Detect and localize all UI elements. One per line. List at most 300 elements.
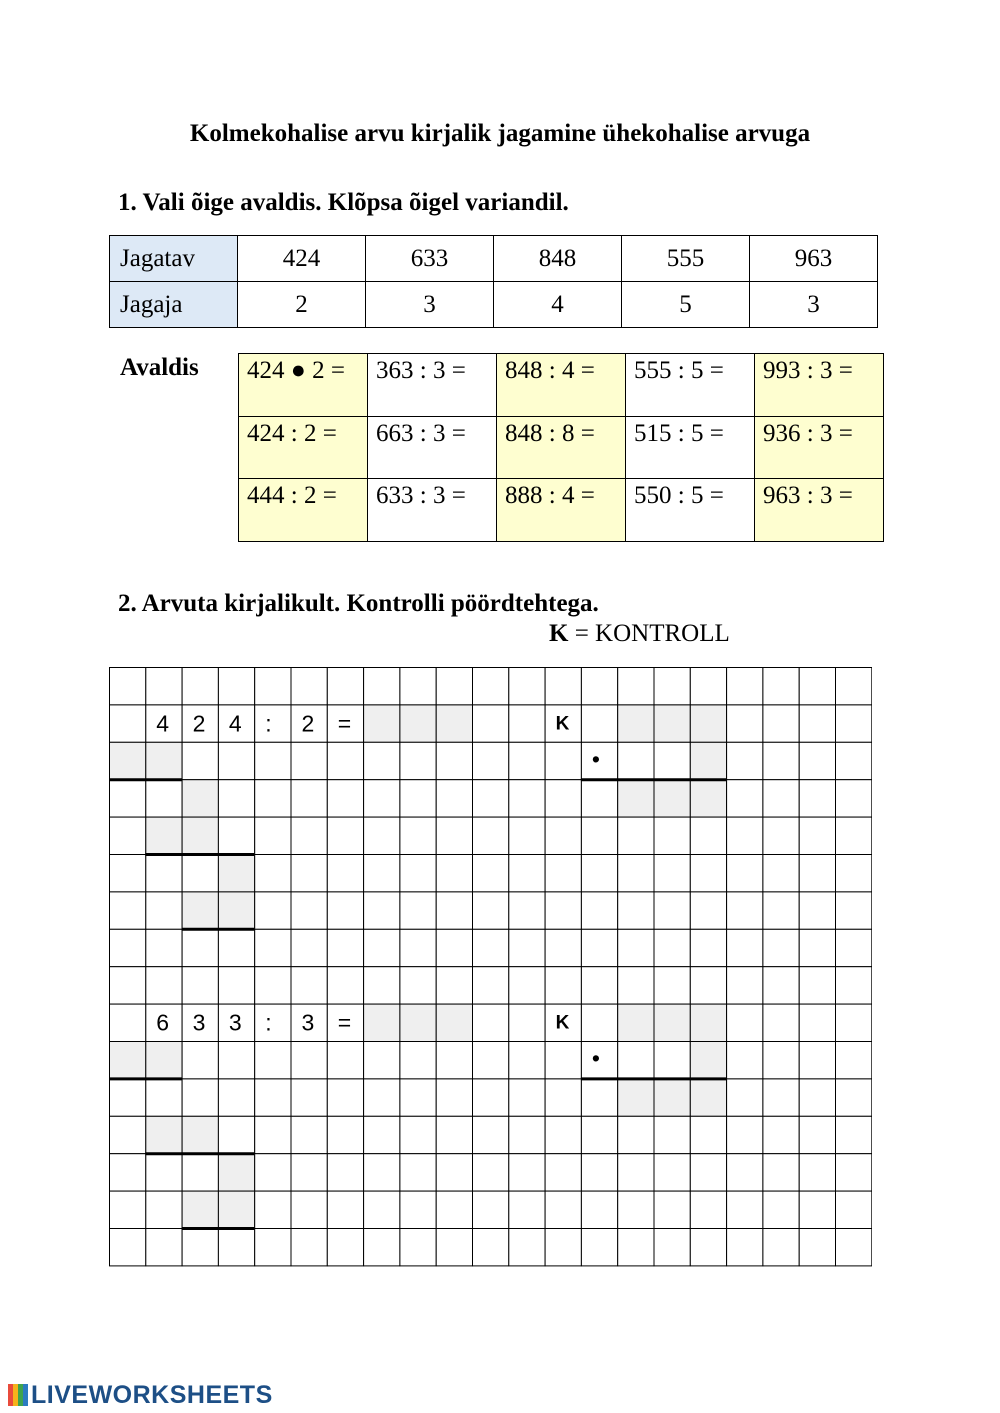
grid-cell (255, 1004, 291, 1041)
grid-cell (146, 929, 182, 966)
answer-input-cell[interactable] (654, 780, 690, 817)
grid-cell (400, 1079, 436, 1116)
answer-input-cell[interactable] (690, 1079, 726, 1116)
grid-cell (581, 1191, 617, 1228)
grid-cell (618, 1229, 654, 1266)
grid-cell (509, 1154, 545, 1191)
grid-cell (146, 1191, 182, 1228)
grid-cell (763, 1229, 799, 1266)
grid-cell (690, 1154, 726, 1191)
grid-cell (218, 817, 254, 854)
expression-option[interactable]: 633 : 3 = (368, 479, 497, 542)
answer-input-cell[interactable] (218, 855, 254, 892)
divisor-cell: 3 (366, 282, 494, 328)
grid-cell (618, 1191, 654, 1228)
grid-cell (799, 817, 835, 854)
grid-cell (799, 892, 835, 929)
grid-cell (799, 1042, 835, 1079)
answer-input-cell[interactable] (146, 1042, 182, 1079)
grid-cell (110, 1079, 146, 1116)
grid-cell (182, 929, 218, 966)
grid-cell (291, 742, 327, 779)
grid-cell (218, 1042, 254, 1079)
grid-cell (581, 1154, 617, 1191)
grid-cell (763, 1116, 799, 1153)
expression-option[interactable]: 993 : 3 = (755, 354, 884, 417)
grid-cell (836, 855, 872, 892)
grid-cell (327, 855, 363, 892)
expression-option[interactable]: 363 : 3 = (368, 354, 497, 417)
grid-cell (581, 817, 617, 854)
grid-cell (364, 742, 400, 779)
grid-cell (509, 929, 545, 966)
grid-cell (218, 1116, 254, 1153)
answer-input-cell[interactable] (182, 1116, 218, 1153)
dividend-cell: 555 (622, 236, 750, 282)
calculation-grid (109, 667, 872, 1267)
grid-cell (581, 668, 617, 705)
grid-cell (364, 892, 400, 929)
grid-cell (509, 1004, 545, 1041)
grid-cell (182, 1229, 218, 1266)
grid-cell (291, 855, 327, 892)
grid-cell (581, 967, 617, 1004)
grid-cell (763, 1004, 799, 1041)
grid-cell (400, 1042, 436, 1079)
answer-input-cell[interactable] (364, 1004, 400, 1041)
dividend-cell: 963 (750, 236, 878, 282)
grid-cell (436, 1079, 472, 1116)
grid-cell (436, 929, 472, 966)
grid-cell (400, 742, 436, 779)
grid-cell (509, 817, 545, 854)
dividend-cell: 633 (366, 236, 494, 282)
grid-cell (473, 742, 509, 779)
grid-cell (836, 668, 872, 705)
grid-cell (618, 929, 654, 966)
grid-cell (364, 1229, 400, 1266)
grid-cell (836, 1116, 872, 1153)
grid-cell (581, 1229, 617, 1266)
grid-cell (799, 855, 835, 892)
grid-cell (291, 668, 327, 705)
grid-cell (400, 967, 436, 1004)
grid-cell (799, 967, 835, 1004)
grid-cell (364, 1116, 400, 1153)
problem-symbol: 6 (156, 1009, 170, 1036)
problem-symbol: = (337, 1009, 352, 1036)
answer-input-cell[interactable] (690, 705, 726, 742)
grid-cell (727, 742, 763, 779)
grid-cell (218, 742, 254, 779)
grid-cell (110, 1191, 146, 1228)
grid-cell (110, 1004, 146, 1041)
grid-cell (799, 705, 835, 742)
grid-cell (291, 1042, 327, 1079)
grid-cell (618, 668, 654, 705)
answer-input-cell[interactable] (654, 1004, 690, 1041)
grid-cell (763, 742, 799, 779)
grid-cell (799, 1191, 835, 1228)
grid-cell (218, 929, 254, 966)
grid-cell (836, 929, 872, 966)
grid-cell (509, 967, 545, 1004)
kontroll-note-letter: K (549, 620, 569, 647)
grid-cell (545, 967, 581, 1004)
grid-cell (545, 1079, 581, 1116)
answer-input-cell[interactable] (400, 1004, 436, 1041)
answer-input-cell[interactable] (690, 1004, 726, 1041)
grid-cell (763, 817, 799, 854)
grid-cell (836, 1191, 872, 1228)
expression-options-grid (238, 353, 884, 542)
grid-cell (436, 817, 472, 854)
grid-cell (400, 1191, 436, 1228)
grid-cell (218, 780, 254, 817)
divisor-cell: 2 (238, 282, 366, 328)
grid-cell (146, 892, 182, 929)
problem-symbol: 4 (228, 710, 242, 737)
grid-cell (110, 817, 146, 854)
answer-input-cell[interactable] (146, 742, 182, 779)
answer-input-cell[interactable] (654, 1079, 690, 1116)
grid-cell (836, 1004, 872, 1041)
grid-cell (799, 1004, 835, 1041)
grid-cell (690, 892, 726, 929)
grid-cell (727, 1191, 763, 1228)
row-label-jagatav: Jagatav (110, 236, 238, 282)
grid-cell (509, 892, 545, 929)
grid-cell (727, 705, 763, 742)
grid-cell (836, 780, 872, 817)
grid-cell (727, 855, 763, 892)
grid-cell (727, 892, 763, 929)
expression-option[interactable]: 550 : 5 = (626, 479, 755, 542)
kontroll-note-text: = KONTROLL (568, 620, 730, 647)
grid-cell (182, 1079, 218, 1116)
answer-input-cell[interactable] (146, 1116, 182, 1153)
answer-input-cell[interactable] (618, 1079, 654, 1116)
table-row-jagaja (110, 282, 878, 328)
grid-cell (581, 1079, 617, 1116)
grid-cell (327, 1079, 363, 1116)
multiply-dot: • (591, 745, 600, 772)
grid-cell (654, 817, 690, 854)
grid-cell (255, 705, 291, 742)
grid-cell (545, 742, 581, 779)
grid-cell (836, 1154, 872, 1191)
grid-cell (255, 892, 291, 929)
grid-cell (110, 892, 146, 929)
grid-cell (654, 855, 690, 892)
expression-option[interactable]: 848 : 4 = (497, 354, 626, 417)
grid-cell (727, 817, 763, 854)
grid-cell (364, 780, 400, 817)
expression-option[interactable]: 888 : 4 = (497, 479, 626, 542)
grid-cell (473, 1079, 509, 1116)
grid-cell (182, 668, 218, 705)
grid-cell (727, 1116, 763, 1153)
multiply-dot: • (591, 1045, 600, 1071)
grid-cell (327, 1042, 363, 1079)
grid-cell (400, 668, 436, 705)
grid-cell (255, 1229, 291, 1266)
answer-input-cell[interactable] (618, 705, 654, 742)
answer-input-cell[interactable] (690, 1042, 726, 1079)
grid-cell (545, 1154, 581, 1191)
grid-cell (364, 967, 400, 1004)
grid-cell (146, 1229, 182, 1266)
grid-cell (255, 1042, 291, 1079)
grid-cell (400, 1116, 436, 1153)
grid-cell (436, 742, 472, 779)
grid-cell (327, 668, 363, 705)
grid-cell (255, 929, 291, 966)
problem-symbol: : (265, 710, 272, 737)
grid-cell (727, 1004, 763, 1041)
grid-cell (400, 1154, 436, 1191)
dividend-cell: 424 (238, 236, 366, 282)
grid-cell (763, 929, 799, 966)
table-row-jagatav (110, 236, 878, 282)
grid-cell (618, 892, 654, 929)
grid-cell (727, 1042, 763, 1079)
grid-cell (473, 817, 509, 854)
grid-cell (291, 817, 327, 854)
grid-cell (654, 929, 690, 966)
grid-cell (291, 929, 327, 966)
grid-cell (182, 1154, 218, 1191)
grid-cell (763, 967, 799, 1004)
answer-input-cell[interactable] (146, 817, 182, 854)
grid-cell (509, 1116, 545, 1153)
expression-option[interactable]: 424 ● 2 = (239, 354, 368, 417)
grid-cell (473, 1154, 509, 1191)
answer-input-cell[interactable] (436, 1004, 472, 1041)
grid-cell (110, 855, 146, 892)
grid-cell (182, 967, 218, 1004)
expression-option[interactable]: 444 : 2 = (239, 479, 368, 542)
grid-cell (255, 1191, 291, 1228)
grid-cell (581, 892, 617, 929)
expression-option[interactable]: 963 : 3 = (755, 479, 884, 542)
grid-cell (727, 967, 763, 1004)
grid-cell (509, 1229, 545, 1266)
divisor-cell: 5 (622, 282, 750, 328)
grid-cell (763, 855, 799, 892)
grid-cell (654, 742, 690, 779)
divisor-cell: 4 (494, 282, 622, 328)
grid-cell (799, 929, 835, 966)
grid-cell (618, 817, 654, 854)
grid-cell (327, 929, 363, 966)
grid-cell (146, 1154, 182, 1191)
grid-cell (581, 855, 617, 892)
grid-cell (436, 668, 472, 705)
grid-cell (218, 967, 254, 1004)
answer-input-cell[interactable] (218, 1154, 254, 1191)
grid-cell (146, 967, 182, 1004)
answer-input-cell[interactable] (218, 1191, 254, 1228)
grid-cell (110, 705, 146, 742)
grid-cell (690, 817, 726, 854)
grid-cell (473, 705, 509, 742)
grid-cell (799, 1229, 835, 1266)
answer-input-cell[interactable] (400, 705, 436, 742)
grid-cell (727, 1154, 763, 1191)
grid-cell (545, 780, 581, 817)
grid-cell (400, 817, 436, 854)
grid-cell (291, 1116, 327, 1153)
section2-title: 2. Arvuta kirjalikult. Kontrolli pöördtehtega. (118, 590, 599, 617)
grid-cell (799, 780, 835, 817)
grid-cell (799, 1154, 835, 1191)
grid-cell (364, 1191, 400, 1228)
grid-cell (146, 1079, 182, 1116)
grid-cell (291, 967, 327, 1004)
grid-cell (690, 967, 726, 1004)
answer-input-cell[interactable] (218, 892, 254, 929)
answer-input-cell[interactable] (182, 1191, 218, 1228)
grid-cell (763, 705, 799, 742)
grid-cell (581, 929, 617, 966)
grid-cell (473, 1191, 509, 1228)
grid-cell (545, 817, 581, 854)
expression-option[interactable]: 936 : 3 = (755, 417, 884, 480)
grid-cell (473, 929, 509, 966)
avaldis-label: Avaldis (120, 354, 199, 381)
grid-cell (110, 1154, 146, 1191)
grid-cell (436, 855, 472, 892)
problem-symbol: 3 (228, 1009, 242, 1036)
expression-option[interactable]: 555 : 5 = (626, 354, 755, 417)
grid-cell (836, 1229, 872, 1266)
grid-cell (110, 929, 146, 966)
answer-input-cell[interactable] (618, 1004, 654, 1041)
grid-cell (291, 892, 327, 929)
grid-cell (291, 1154, 327, 1191)
grid-cell (545, 1229, 581, 1266)
grid-cell (836, 892, 872, 929)
grid-cell (400, 929, 436, 966)
dividend-cell: 848 (494, 236, 622, 282)
answer-input-cell[interactable] (364, 705, 400, 742)
grid-cell (364, 1042, 400, 1079)
grid-cell (654, 967, 690, 1004)
grid-cell (654, 892, 690, 929)
grid-cell (545, 855, 581, 892)
grid-cell (509, 1042, 545, 1079)
grid-cell (400, 855, 436, 892)
section1-title: 1. Vali õige avaldis. Klõpsa õigel variandil. (118, 189, 569, 216)
grid-cell (473, 780, 509, 817)
grid-cell (473, 668, 509, 705)
grid-cell (473, 892, 509, 929)
grid-cell (799, 668, 835, 705)
expression-option[interactable]: 424 : 2 = (239, 417, 368, 480)
grid-cell (146, 668, 182, 705)
grid-cell (509, 780, 545, 817)
grid-cell (545, 1042, 581, 1079)
answer-input-cell[interactable] (110, 1042, 146, 1079)
grid-cell (327, 780, 363, 817)
answer-input-cell[interactable] (182, 817, 218, 854)
grid-cell (327, 1229, 363, 1266)
grid-cell (690, 668, 726, 705)
grid-cell (836, 1079, 872, 1116)
grid-cell (618, 742, 654, 779)
grid-cell (618, 855, 654, 892)
grid-cell (727, 1079, 763, 1116)
grid-cell (618, 1116, 654, 1153)
grid-cell (799, 742, 835, 779)
grid-cell (436, 1191, 472, 1228)
grid-cell (436, 780, 472, 817)
grid-cell (581, 780, 617, 817)
grid-cell (763, 1079, 799, 1116)
grid-cell (364, 817, 400, 854)
grid-cell (763, 892, 799, 929)
problem-symbol: 3 (192, 1009, 206, 1036)
grid-cell (436, 892, 472, 929)
problem-symbol: 3 (301, 1009, 315, 1036)
grid-cell (654, 1154, 690, 1191)
grid-cell (146, 855, 182, 892)
grid-cell (436, 1154, 472, 1191)
grid-cell (690, 1229, 726, 1266)
grid-cell (255, 817, 291, 854)
grid-cell (581, 1116, 617, 1153)
grid-cell (400, 1229, 436, 1266)
grid-cell (436, 967, 472, 1004)
grid-cell (654, 668, 690, 705)
answer-input-cell[interactable] (654, 705, 690, 742)
grid-cell (690, 855, 726, 892)
grid-cell (364, 855, 400, 892)
answer-input-cell[interactable] (618, 780, 654, 817)
brand-logo-icon (8, 1384, 28, 1406)
answer-input-cell[interactable] (436, 705, 472, 742)
dividend-divisor-table (109, 235, 878, 328)
grid-cell (727, 929, 763, 966)
grid-cell (690, 929, 726, 966)
expression-option[interactable]: 515 : 5 = (626, 417, 755, 480)
grid-cell (545, 1116, 581, 1153)
answer-input-cell[interactable] (182, 780, 218, 817)
answer-input-cell[interactable] (690, 780, 726, 817)
grid-cell (327, 817, 363, 854)
answer-input-cell[interactable] (182, 892, 218, 929)
grid-cell (799, 1079, 835, 1116)
grid-cell (727, 780, 763, 817)
grid-cell (255, 742, 291, 779)
grid-cell (327, 1154, 363, 1191)
grid-cell (110, 780, 146, 817)
expression-option[interactable]: 663 : 3 = (368, 417, 497, 480)
grid-cell (763, 1154, 799, 1191)
answer-input-cell[interactable] (110, 742, 146, 779)
grid-cell (364, 1079, 400, 1116)
grid-cell (110, 1229, 146, 1266)
grid-cell (291, 1229, 327, 1266)
answer-input-cell[interactable] (690, 742, 726, 779)
grid-cell (836, 742, 872, 779)
kontroll-marker: K (555, 1012, 570, 1034)
grid-cell (436, 1116, 472, 1153)
problem-symbol: = (337, 710, 352, 737)
expression-option[interactable]: 848 : 8 = (497, 417, 626, 480)
grid-cell (618, 1154, 654, 1191)
